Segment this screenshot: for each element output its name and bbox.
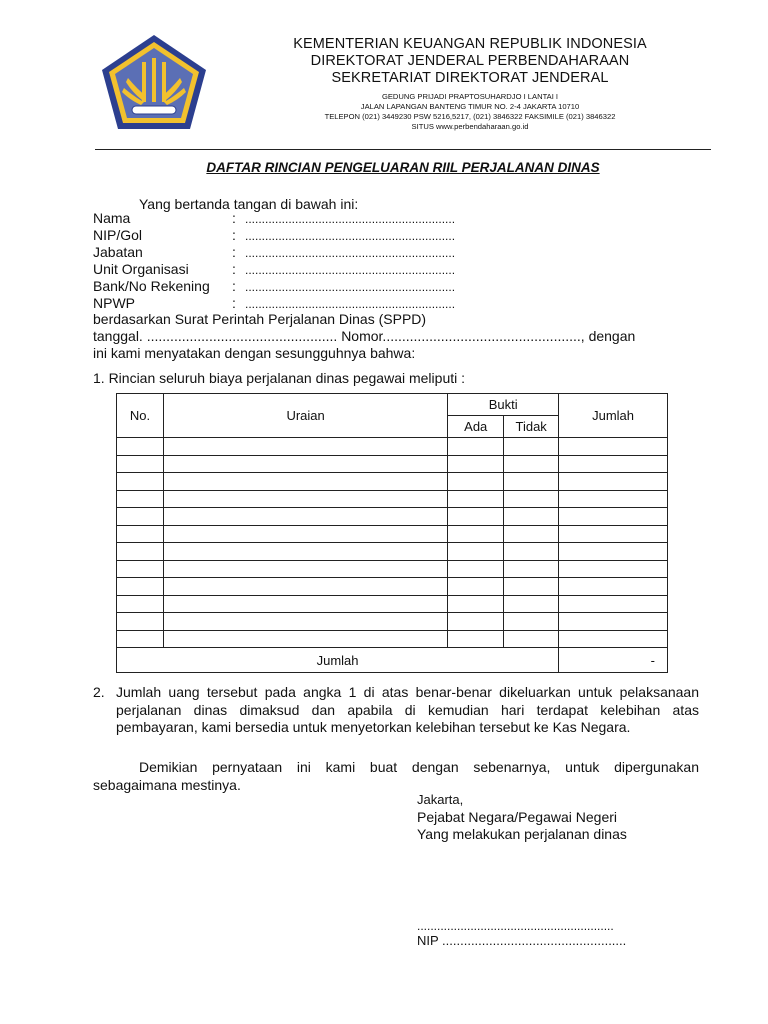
field-label-bank-rekening: Bank/No Rekening xyxy=(93,278,210,294)
field-label-unit-organisasi: Unit Organisasi xyxy=(93,261,189,277)
point-2-text: Jumlah uang tersebut pada angka 1 di atas benar-benar dikeluarkan untuk pelaksanaan perjalanan dinas dimaksud dan apabila di kemudian hari terdapat kelebihan atas pembayaran, kami bersedia untuk menyetorkan kelebihan tersebut ke Kas Negara. xyxy=(116,684,699,735)
field-value-jabatan[interactable]: ............................................................... xyxy=(245,246,456,260)
cell-tidak[interactable] xyxy=(504,508,559,526)
cell-jumlah[interactable] xyxy=(559,595,668,613)
cell-ada[interactable] xyxy=(448,595,504,613)
cell-ada[interactable] xyxy=(448,578,504,596)
field-value-nip[interactable]: ............................................................... xyxy=(245,229,456,243)
cell-uraian[interactable] xyxy=(163,455,447,473)
field-label-npwp: NPWP xyxy=(93,295,135,311)
cell-no[interactable] xyxy=(117,630,164,648)
table-row xyxy=(117,543,668,561)
cell-ada[interactable] xyxy=(448,525,504,543)
cell-ada[interactable] xyxy=(448,508,504,526)
total-row xyxy=(117,648,668,673)
cell-ada[interactable] xyxy=(448,630,504,648)
col-header-ada: Ada xyxy=(448,416,504,438)
cell-jumlah[interactable] xyxy=(559,560,668,578)
cell-tidak[interactable] xyxy=(504,438,559,456)
cell-tidak[interactable] xyxy=(504,613,559,631)
field-label-jabatan: Jabatan xyxy=(93,244,143,260)
col-header-jumlah: Jumlah xyxy=(559,394,668,438)
cell-no[interactable] xyxy=(117,473,164,491)
cell-no[interactable] xyxy=(117,455,164,473)
field-value-unit-organisasi[interactable]: ............................................................... xyxy=(245,263,456,277)
cell-uraian[interactable] xyxy=(163,473,447,491)
table-row xyxy=(117,490,668,508)
cell-ada[interactable] xyxy=(448,490,504,508)
cell-jumlah[interactable] xyxy=(559,508,668,526)
table-row xyxy=(117,455,668,473)
cell-tidak[interactable] xyxy=(504,630,559,648)
signature-city: Jakarta, xyxy=(417,792,464,807)
field-colon: : xyxy=(232,244,236,260)
col-header-uraian: Uraian xyxy=(163,394,447,438)
point-1-text: 1. Rincian seluruh biaya perjalanan dinas pegawai meliputi : xyxy=(93,370,466,386)
cell-uraian[interactable] xyxy=(163,578,447,596)
cell-ada[interactable] xyxy=(448,613,504,631)
cell-jumlah[interactable] xyxy=(559,578,668,596)
col-header-bukti: Bukti xyxy=(448,394,559,416)
directorate-name: DIREKTORAT JENDERAL PERBENDAHARAAN xyxy=(310,53,630,69)
table-row xyxy=(117,438,668,456)
cell-jumlah[interactable] xyxy=(559,613,668,631)
ministry-name: KEMENTERIAN KEUANGAN REPUBLIK INDONESIA xyxy=(293,36,647,52)
cell-no[interactable] xyxy=(117,578,164,596)
address-street: JALAN LAPANGAN BANTENG TIMUR NO. 2-4 JAKARTA 10710 xyxy=(360,102,580,111)
cell-uraian[interactable] xyxy=(163,508,447,526)
document-title: DAFTAR RINCIAN PENGELUARAN RIIL PERJALANAN DINAS xyxy=(206,160,600,175)
cell-tidak[interactable] xyxy=(504,525,559,543)
signature-role-2: Yang melakukan perjalanan dinas xyxy=(417,826,627,842)
cell-uraian[interactable] xyxy=(163,490,447,508)
expense-table xyxy=(116,393,668,673)
cell-uraian[interactable] xyxy=(163,525,447,543)
cell-jumlah[interactable] xyxy=(559,490,668,508)
cell-no[interactable] xyxy=(117,543,164,561)
table-row xyxy=(117,613,668,631)
table-row xyxy=(117,525,668,543)
signature-role-1: Pejabat Negara/Pegawai Negeri xyxy=(417,809,618,825)
point-2-number: 2. xyxy=(93,684,105,700)
cell-tidak[interactable] xyxy=(504,455,559,473)
phone-fax: TELEPON (021) 3449230 PSW 5216,5217, (021) 3846322 FAKSIMILE (021) 3846322 xyxy=(324,112,616,121)
table-row xyxy=(117,630,668,648)
table-row xyxy=(117,560,668,578)
cell-no[interactable] xyxy=(117,613,164,631)
field-label-nama: Nama xyxy=(93,210,131,226)
letterhead xyxy=(230,36,710,132)
total-label: Jumlah xyxy=(117,648,559,673)
field-colon: : xyxy=(232,295,236,311)
cell-no[interactable] xyxy=(117,490,164,508)
address-building: GEDUNG PRIJADI PRAPTOSUHARDJO I LANTAI I xyxy=(381,92,559,101)
cell-ada[interactable] xyxy=(448,543,504,561)
cell-uraian[interactable] xyxy=(163,438,447,456)
cell-tidak[interactable] xyxy=(504,543,559,561)
table-row xyxy=(117,473,668,491)
cell-tidak[interactable] xyxy=(504,578,559,596)
secretariat-name: SEKRETARIAT DIREKTORAT JENDERAL xyxy=(331,70,609,86)
cell-uraian[interactable] xyxy=(163,613,447,631)
cell-jumlah[interactable] xyxy=(559,630,668,648)
website: SITUS www.perbendaharaan.go.id xyxy=(411,122,529,131)
field-colon: : xyxy=(232,278,236,294)
field-colon: : xyxy=(232,210,236,226)
cell-jumlah[interactable] xyxy=(559,543,668,561)
cell-no[interactable] xyxy=(117,595,164,613)
kemenkeu-emblem-icon xyxy=(98,32,210,132)
cell-jumlah[interactable] xyxy=(559,473,668,491)
sppd-reference-line1: berdasarkan Surat Perintah Perjalanan Dinas (SPPD) xyxy=(93,311,427,327)
table-row xyxy=(117,595,668,613)
closing-statement: Demikian pernyataan ini kami buat dengan sebenarnya, untuk dipergunakan sebagaimana mestinya. xyxy=(93,759,699,793)
cell-jumlah[interactable] xyxy=(559,455,668,473)
sppd-reference-line2[interactable]: tanggal. ................................................. Nomor..................................................., dengan xyxy=(93,328,636,344)
field-colon: : xyxy=(232,227,236,243)
field-colon: : xyxy=(232,261,236,277)
cell-ada[interactable] xyxy=(448,560,504,578)
cell-uraian[interactable] xyxy=(163,630,447,648)
signature-nip-line[interactable]: NIP ................................................... xyxy=(417,933,627,948)
cell-tidak[interactable] xyxy=(504,473,559,491)
cell-no[interactable] xyxy=(117,438,164,456)
cell-no[interactable] xyxy=(117,508,164,526)
field-value-bank-rekening[interactable]: ............................................................... xyxy=(245,280,456,294)
cell-ada[interactable] xyxy=(448,473,504,491)
sppd-reference-line3: ini kami menyatakan dengan sesungguhnya bahwa: xyxy=(93,345,416,361)
cell-ada[interactable] xyxy=(448,455,504,473)
cell-no[interactable] xyxy=(117,525,164,543)
cell-uraian[interactable] xyxy=(163,560,447,578)
cell-tidak[interactable] xyxy=(504,595,559,613)
field-value-npwp[interactable]: ............................................................... xyxy=(245,297,456,311)
field-label-nip: NIP/Gol xyxy=(93,227,143,243)
cell-ada[interactable] xyxy=(448,438,504,456)
cell-jumlah[interactable] xyxy=(559,525,668,543)
expense-table-body xyxy=(117,438,668,648)
intro-text: Yang bertanda tangan di bawah ini: xyxy=(139,196,359,212)
cell-uraian[interactable] xyxy=(163,543,447,561)
table-row xyxy=(117,578,668,596)
col-header-tidak: Tidak xyxy=(504,416,559,438)
cell-tidak[interactable] xyxy=(504,560,559,578)
cell-tidak[interactable] xyxy=(504,490,559,508)
cell-jumlah[interactable] xyxy=(559,438,668,456)
col-header-no: No. xyxy=(117,394,164,438)
header-divider xyxy=(95,149,711,150)
total-value[interactable]: - xyxy=(559,648,668,673)
cell-no[interactable] xyxy=(117,560,164,578)
cell-uraian[interactable] xyxy=(163,595,447,613)
table-row xyxy=(117,508,668,526)
field-value-nama[interactable]: ............................................................... xyxy=(245,212,456,226)
signature-name-line[interactable]: ........................................................... xyxy=(417,919,614,933)
